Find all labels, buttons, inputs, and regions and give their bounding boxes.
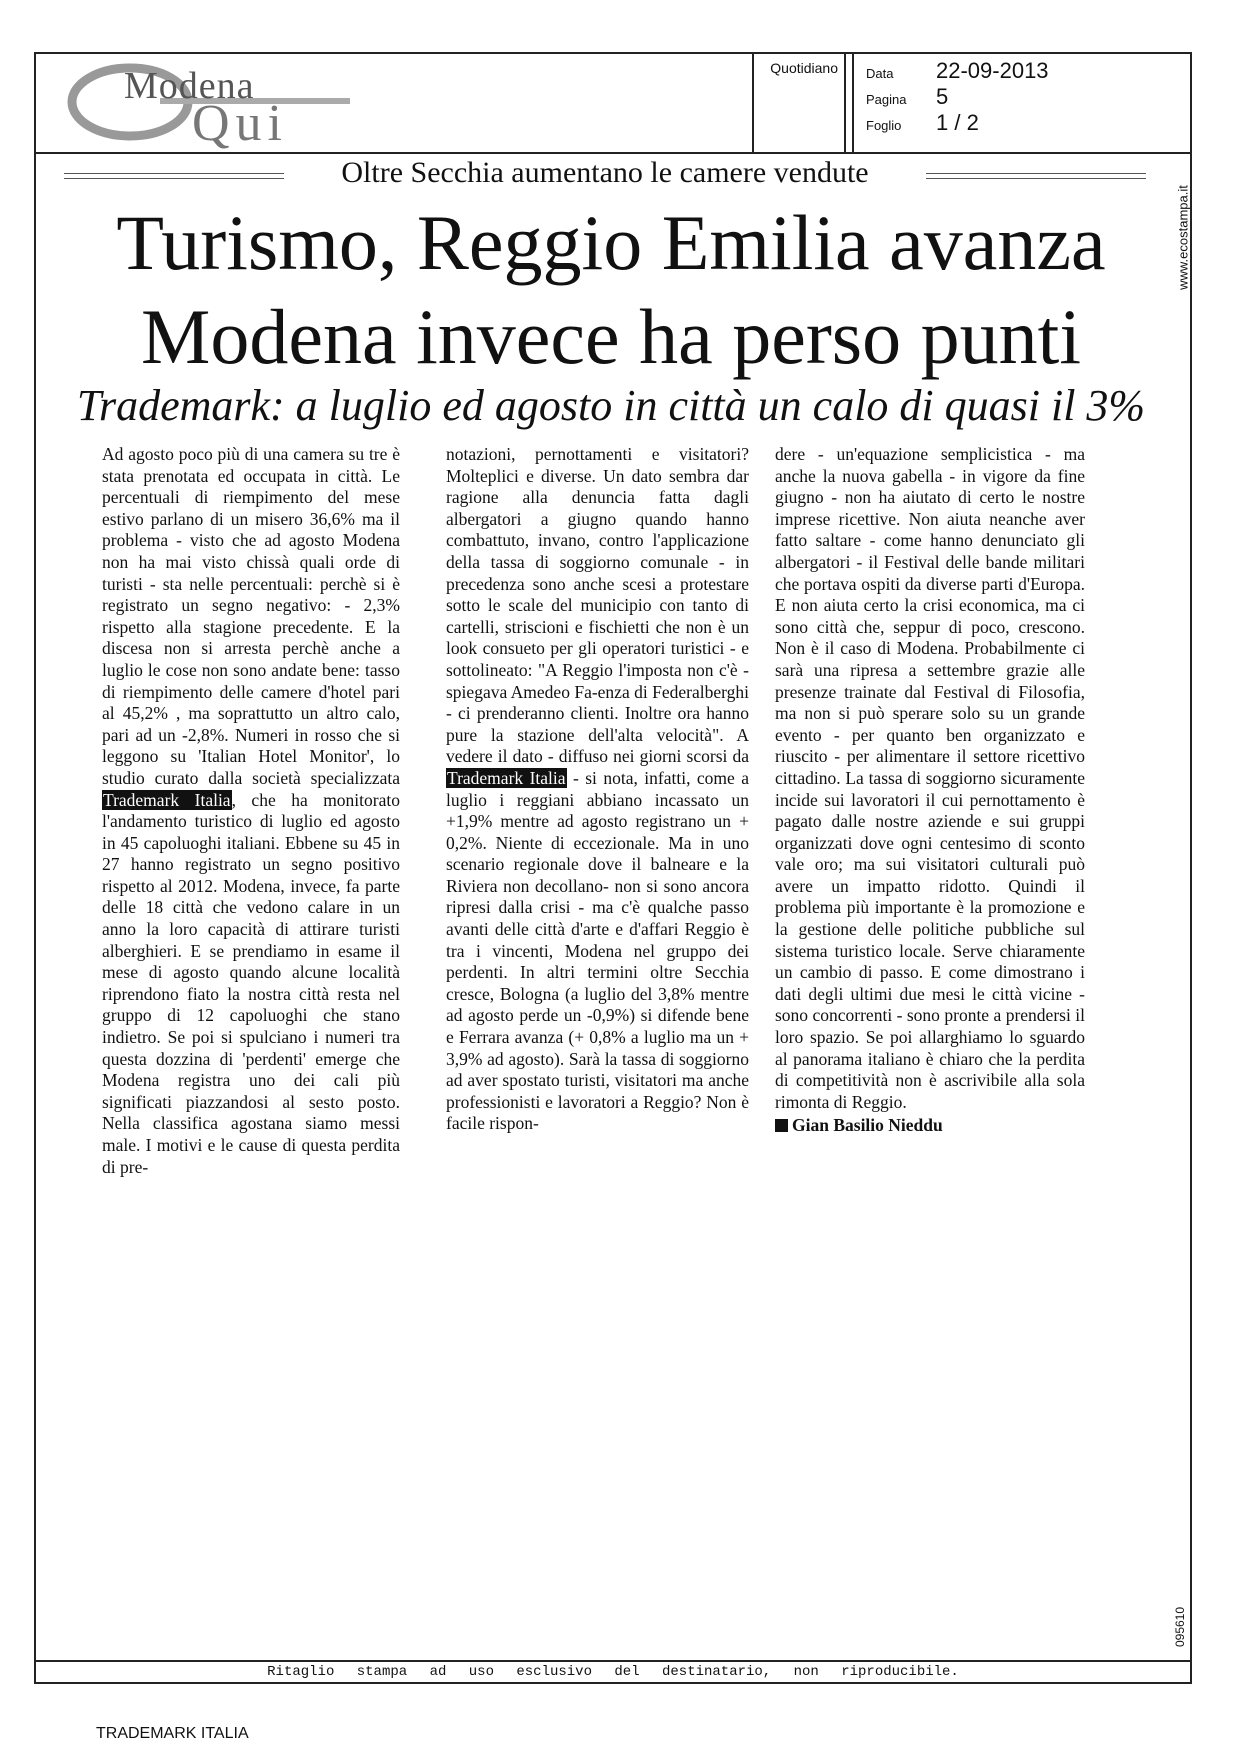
side-url-text: www.ecostampa.it — [1175, 185, 1191, 290]
masthead-logo — [60, 58, 360, 152]
highlighted-term: Trademark Italia — [103, 789, 231, 810]
client-label: TRADEMARK ITALIA — [96, 1725, 249, 1742]
article-column-2 — [446, 444, 749, 1135]
column-text: Ad agosto poco più di una camera su tre è stata prenotata ed occupata in città. Le percentuali di riempimento del mese estivo parlano di un misero 36,6% ma il problema - visto che ad agosto Modena non ha mai visto chissà quali orde di turisti - sta nelle percentuali: perchè si è registrato un segno negativo: - 2,3% rispetto alla stagione precedente. E la discesa non si arresta perchè anche a luglio le cose non sono andate bene: tasso di riempimento delle camere d'hotel pari al 45,2% , ma soprattutto un altro calo, pari ad un -2,8%. Numeri in rosso che si leggono su 'Italian Hotel Monitor', lo studio curato dalla società specializzata — [102, 444, 400, 788]
publication-type: Quotidiano — [770, 60, 838, 76]
publication-type-box — [752, 52, 846, 152]
meta-row-page — [866, 84, 1176, 110]
article-column-1 — [102, 444, 400, 1178]
meta-label: Foglio — [866, 118, 902, 133]
footer-rule — [34, 1660, 1192, 1662]
masthead-line2: Qui — [192, 95, 288, 152]
meta-divider — [852, 52, 860, 152]
meta-row-sheet — [866, 110, 1176, 136]
column-text: - si nota, infatti, come a luglio i reggiani abbiano incassato un +1,9% mentre ad agosto registrano un + 0,2%. Niente di eccezionale. Ma in uno scenario regionale dove il balneare e la Riviera non decollano- non si sono ancora ripresi dalla crisi - ma c'è qualche passo avanti delle città d'arte e d'affari Reggio è tra i vincenti, Modena nel gruppo dei perdenti. In altri termini oltre Secchia cresce, Bologna (a luglio del 3,8% mentre ad agosto perde un -0,9%) si difende bene e Ferrara avanza (+ 0,8% a luglio ma un + 3,9% ad agosto). Sarà la tassa di soggiorno ad aver spostato turisti, visitatori ma anche professionisti e lavoratori a Reggio? Non è facile rispon- — [446, 767, 749, 1134]
meta-value: 5 — [936, 84, 949, 109]
column-text: , che ha monitorato l'andamento turistico di luglio ed agosto in 45 capoluoghi italiani. Ebbene su 45 in 27 hanno registrato un segno positivo rispetto al 2012. Modena, invece, fa parte delle 18 città che vedono calare in un anno la loro capacità di attirare turisti alberghieri. E se prendiamo in esame il mese di agosto quando alcune località riprendono fiato la nostra città resta nel gruppo di 12 capoluoghi che stano indietro. Se poi si spulciano i numeri tra questa dozzina di 'perdenti' emerge che Modena registra uno dei cali più significati piazzandosi al sesto posto. Nella classifica agostana siamo messi male. I motivi e le cause di questa perdita di pre- — [102, 789, 400, 1177]
side-code-text: 095610 — [1173, 1606, 1187, 1648]
author-name: Gian Basilio Nieddu — [792, 1115, 943, 1136]
subhead: Trademark: a luglio ed agosto in città un calo di quasi il 3% — [76, 381, 1146, 430]
masthead-line1: Modena — [124, 65, 255, 107]
meta-value: 1 / 2 — [936, 110, 979, 135]
headline-line1: Turismo, Reggio Emilia avanza — [116, 199, 1106, 286]
headline — [46, 196, 1176, 384]
meta-label: Data — [866, 66, 894, 81]
square-bullet-icon — [775, 1119, 788, 1132]
column-text: notazioni, pernottamenti e visitatori? Molteplici e diverse. Un dato sembra dar ragione alla denuncia fatta dagli albergatori a giugno quando hanno combattuto, invano, contro l'applicazione della tassa di soggiorno comunale - in precedenza sono anche scesi a protestare sotto le scale del municipio con tanto di cartelli, striscioni e fischietti che non è un look consueto per gli operatori turistici - e sottolineato: "A Reggio l'imposta non c'è - spiegava Amedeo Fa-enza di Federalberghi - ci prenderanno clienti. Inoltre ora hanno pure la stazione dell'alta velocità". A vedere il dato - diffuso nei giorni scorsi da — [446, 444, 749, 767]
meta-block — [866, 58, 1176, 136]
meta-row-date — [866, 58, 1176, 84]
column-text: dere - un'equazione semplicistica - ma anche la nuova gabella - in vigore da fine giugno - non ha aiutato di certo le nostre imprese ricettive. Non aiuta neanche aver fatto saltare - come hanno denunciato gli albergatori - il Festival delle bande militari che portava ospiti da diverse parti d'Europa. E non aiuta certo la crisi economica, ma ci sono città che, seppur di poco, crescono. Non è il caso di Modena. Probabilmente ci sarà una ripresa a settembre grazie alle presenze trainate dal Festival di Filosofia, ma non si può sperare solo su un grande evento - per quanto ben organizzato e riuscito - per alimentare il settore ricettivo cittadino. La tassa di soggiorno sicuramente incide sui lavoratori il cui pernottamento è pagato dalle nostre aziende e sui gruppi organizzati dove ogni centesimo di sconto vale oro; ma sui visitatori culturali può avere un impatto ridotto. Quindi il problema più importante è la promozione e la gestione delle politiche pubbliche sul sistema turistico locale. Serve chiaramente un cambio di passo. E come dimostrano i dati degli ultimi due mesi le città vicine - sono concorrenti - sono pronte a prendersi il loro spazio. Se poi allarghiamo lo sguardo al panorama italiano è chiaro che la perdita di competitività non è ascrivibile alla sola rimonta di Reggio. — [775, 444, 1085, 1112]
side-url — [1170, 158, 1190, 328]
headline-line2: Modena invece ha perso punti — [140, 293, 1082, 380]
article-column-3 — [775, 444, 1085, 1137]
meta-value: 22-09-2013 — [936, 58, 1049, 83]
footer-notice: Ritaglio stampa ad uso esclusivo del destinatario, non riproducibile. — [267, 1664, 959, 1680]
highlighted-term: Trademark Italia — [447, 767, 566, 788]
author-signature — [775, 1115, 1085, 1137]
kicker-text: Oltre Secchia aumentano le camere vendute — [331, 156, 878, 189]
side-code — [1170, 1600, 1190, 1660]
meta-label: Pagina — [866, 92, 907, 107]
kicker — [64, 156, 1146, 190]
kicker-bar — [64, 156, 1146, 192]
